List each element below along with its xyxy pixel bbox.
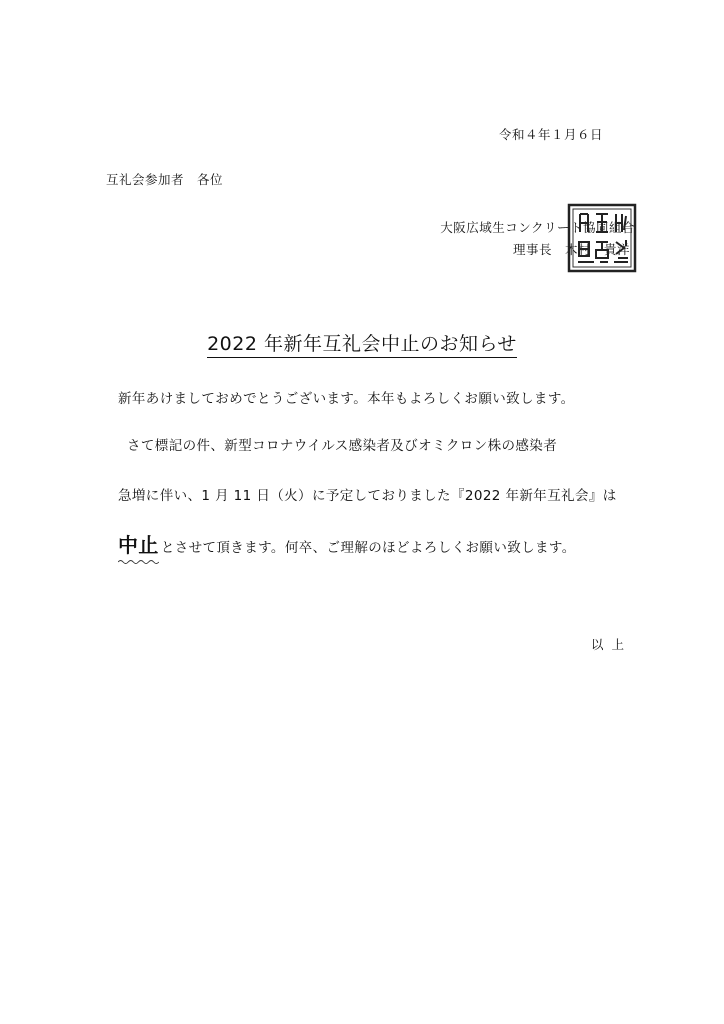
paragraph-cancellation <box>118 529 576 558</box>
cancellation-word: 中止 <box>118 533 159 557</box>
cancellation-emphasis <box>118 529 159 558</box>
wavy-underline <box>118 559 159 564</box>
recipient-line: 互礼会参加者 各位 <box>106 172 224 187</box>
document-date: 令和４年１月６日 <box>498 127 603 142</box>
official-seal-stamp <box>566 202 638 274</box>
document-title-text: 2022 年新年互礼会中止のお知らせ <box>207 333 517 358</box>
paragraph-schedule: 急増に伴い、1 月 11 日（火）に予定しておりました『2022 年新年互礼会』は <box>118 488 617 504</box>
sender-name: 理事長 木村 貴洋 <box>512 242 630 257</box>
closing-mark: 以上 <box>590 637 632 652</box>
sender-organization: 大阪広域生コンクリート協同組合 <box>440 220 635 235</box>
paragraph-reason: さて標記の件、新型コロナウイルス感染者及びオミクロン株の感染者 <box>127 438 558 454</box>
cancellation-text: とさせて頂きます。何卒、ご理解のほどよろしくお願い致します。 <box>160 540 576 556</box>
paragraph-greeting: 新年あけましておめでとうございます。本年もよろしくお願い致します。 <box>118 391 575 407</box>
document-title <box>0 329 724 356</box>
